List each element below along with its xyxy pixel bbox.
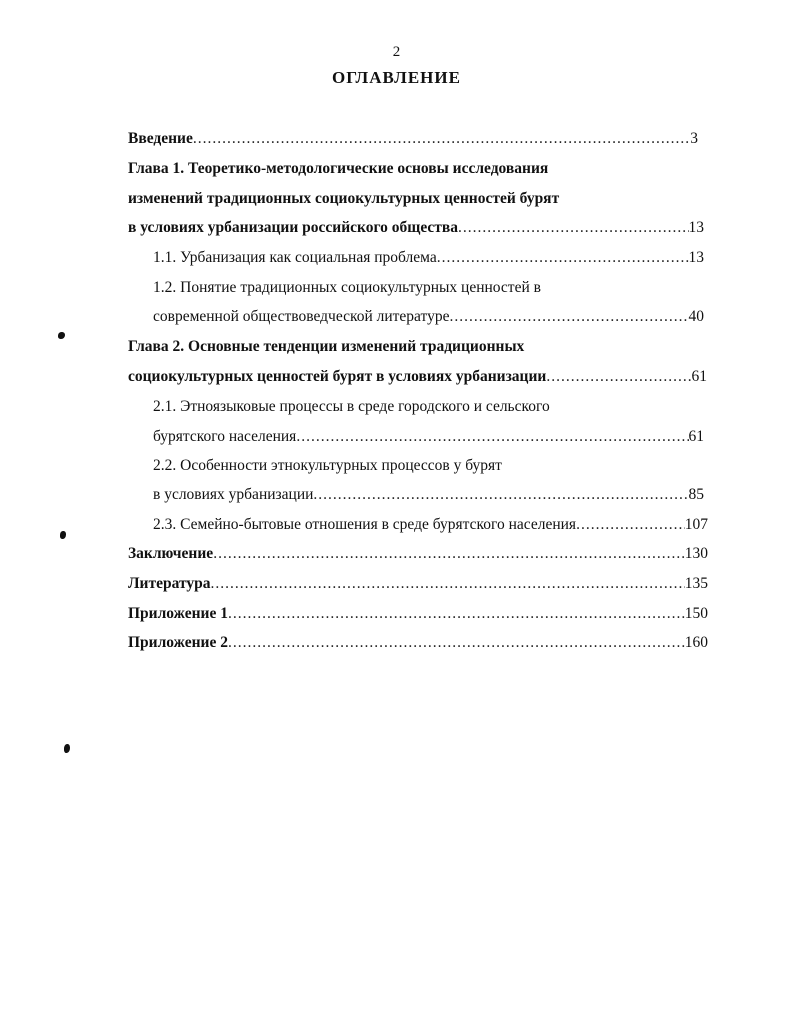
toc-entry-label: социокультурных ценностей бурят в условиях урбанизации xyxy=(128,368,547,385)
dot-leader xyxy=(449,306,688,328)
toc-entry-conclusion[interactable] xyxy=(128,543,708,565)
toc-entry-label: Литература xyxy=(128,575,211,592)
toc-entry-label: в условиях урбанизации российского общества xyxy=(128,219,459,236)
dot-leader xyxy=(437,247,689,269)
toc-page-number: 3 xyxy=(690,130,698,147)
toc-page-number: 61 xyxy=(691,368,707,385)
dot-leader xyxy=(210,573,684,595)
toc-entry-ch1[interactable] xyxy=(128,217,704,239)
dot-leader xyxy=(213,543,685,565)
toc-page-number: 135 xyxy=(684,575,708,592)
toc-entry-2-2-line1[interactable]: 2.2. Особенности этнокультурных процессов у бурят xyxy=(153,457,502,474)
toc-entry-literature[interactable] xyxy=(128,573,708,595)
toc-page-number: 13 xyxy=(688,219,704,236)
toc-entry-2-1-line1[interactable]: 2.1. Этноязыковые процессы в среде городского и сельского xyxy=(153,398,550,415)
toc-entry-label: Введение xyxy=(128,130,193,147)
dot-leader xyxy=(296,426,688,448)
page-number: 2 xyxy=(392,44,401,60)
toc-entry-ch2-line1[interactable]: Глава 2. Основные тенденции изменений традиционных xyxy=(128,338,525,355)
toc-entry-label: современной обществоведческой литературе xyxy=(153,308,450,325)
page-title: ОГЛАВЛЕНИЕ xyxy=(332,68,461,87)
toc-entry-label: бурятского населения xyxy=(153,428,297,445)
dot-leader xyxy=(228,632,685,654)
toc-page-number: 130 xyxy=(684,545,708,562)
toc-entry-ch1-line1[interactable]: Глава 1. Теоретико-методологические основы исследования xyxy=(128,160,549,177)
toc-entry-appendix-2[interactable] xyxy=(128,632,708,654)
toc-entry-2-1[interactable] xyxy=(153,426,704,448)
toc-page-number: 13 xyxy=(688,249,704,266)
toc-entry-1-2-line1[interactable]: 1.2. Понятие традиционных социокультурных ценностей в xyxy=(153,279,541,296)
toc-entry-1-2[interactable] xyxy=(153,306,704,328)
toc-entry-1-1[interactable] xyxy=(153,247,704,269)
toc-entry-label: 2.3. Семейно-бытовые отношения в среде бурятского населения xyxy=(153,516,577,533)
dot-leader xyxy=(313,484,688,506)
toc-entry-2-3[interactable] xyxy=(153,514,708,536)
toc-entry-appendix-1[interactable] xyxy=(128,603,708,625)
toc-page-number: 160 xyxy=(684,634,708,651)
toc-entry-label: в условиях урбанизации xyxy=(153,486,314,503)
toc-entry-label: Заключение xyxy=(128,545,214,562)
toc-entry-2-2[interactable] xyxy=(153,484,704,506)
toc-entry-intro[interactable] xyxy=(128,128,698,150)
toc-entry-label: Приложение 2 xyxy=(128,634,228,651)
dot-leader xyxy=(546,366,691,388)
toc-page-number: 150 xyxy=(684,605,708,622)
toc-entry-label: Приложение 1 xyxy=(128,605,228,622)
dot-leader xyxy=(228,603,685,625)
dot-leader xyxy=(193,128,690,150)
toc-page-number: 61 xyxy=(688,428,704,445)
toc-page-number: 107 xyxy=(684,516,708,533)
toc-page-number: 40 xyxy=(688,308,704,325)
dot-leader xyxy=(458,217,688,239)
toc-entry-label: 1.1. Урбанизация как социальная проблема xyxy=(153,249,437,266)
toc-entry-ch2[interactable] xyxy=(128,366,707,388)
toc-page-number: 85 xyxy=(688,486,704,503)
dot-leader xyxy=(576,514,685,536)
toc-entry-ch1-line2[interactable]: изменений традиционных социокультурных ценностей бурят xyxy=(128,190,560,207)
